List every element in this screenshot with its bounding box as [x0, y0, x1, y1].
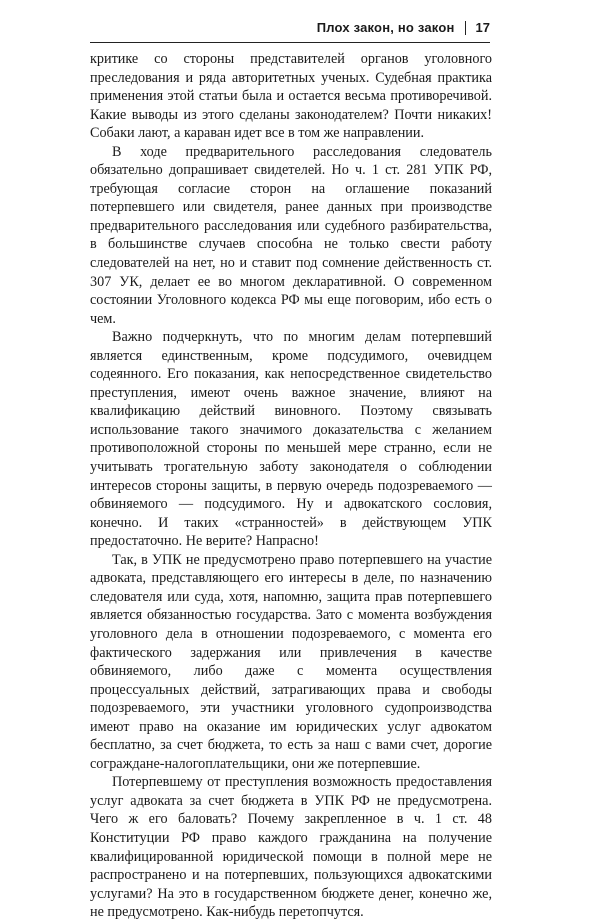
paragraph-4: Так, в УПК не предусмотрено право потерпевшего на участие адвоката, представляющего его интересы в деле, по назначению следователя или суда, хотя, напомню, защита прав потерпевшего является обязанностью государства. Зато с момента возбуждения уголовного дела в отношении подозреваемого, с момента его фактического задержания или привлечения в качестве обвиняемого, либо даже с момента осуществления процессуальных действий, затрагивающих права и свободы подозреваемого, эти участники уголовного судопроизводства имеют право на оказание им юридических услуг адвокатом бесплатно, за счет бюджета, то есть за наш с вами счет, дорогие сограждане-налогоплательщики, они же потерпевшие. — [90, 551, 492, 772]
body-text — [90, 50, 492, 922]
running-header — [90, 20, 490, 43]
paragraph-5: Потерпевшему от преступления возможность предоставления услуг адвоката за счет бюджета в УПК РФ не предусмотрена. Чего ж его баловать? Почему закрепленное в ч. 1 ст. 48 Конституции РФ право каждого гражданина на получение квалифицированной юридической помощи в полной мере не распространено и на потерпевших, пользующихся адвокатскими услугами? На это в государственном бюджете денег, конечно же, не предусмотрено. Как-нибудь перетопчутся. — [90, 774, 492, 921]
header-title: Плох закон, но закон — [316, 20, 455, 35]
paragraph-1: критике со стороны представителей органов уголовного преследования и ряда авторитетных ученых. Судебная практика применения этой статьи была и остается весьма противоречивой. Какие выводы из этого сделаны законодателем? Почти никаких! Собаки лают, а караван идет все в том же направлении. — [90, 51, 492, 142]
page-number: 17 — [475, 20, 490, 35]
paragraph-3: Важно подчеркнуть, что по многим делам потерпевший является единственным, кроме подсудимого, очевидцем содеянного. Его показания, как непосредственное свидетельство преступления, имеют очень важное значение, влияют на квалификацию действий виновного. Поэтому связывать использование такого значимого доказательства с желанием противоположной стороны по меньшей мере странно, если не учитывать трогательную заботу законодателя о соблюдении интересов стороны защиты, в первую очередь подозреваемого — обвиняемого — подсудимого. Ну и адвокатского сословия, конечно. И таких «странностей» в действующем УПК предостаточно. Не верите? Напрасно! — [90, 329, 492, 550]
header-separator — [465, 21, 466, 35]
paragraph-2: В ходе предварительного расследования следователь обязательно допрашивает свидетелей. Но ч. 1 ст. 281 УПК РФ, требующая согласие сторон на оглашение показаний потерпевшего или свидетеля, ранее данных при производстве предварительного расследования или судебного разбирательства, в большинстве случаев способна не только свести работу следователей на нет, но и ставит под сомнение действенность ст. 307 УК, делает ее во многом декларативной. О современном состоянии Уголовного кодекса РФ мы еще поговорим, ибо есть о чем. — [90, 143, 492, 327]
